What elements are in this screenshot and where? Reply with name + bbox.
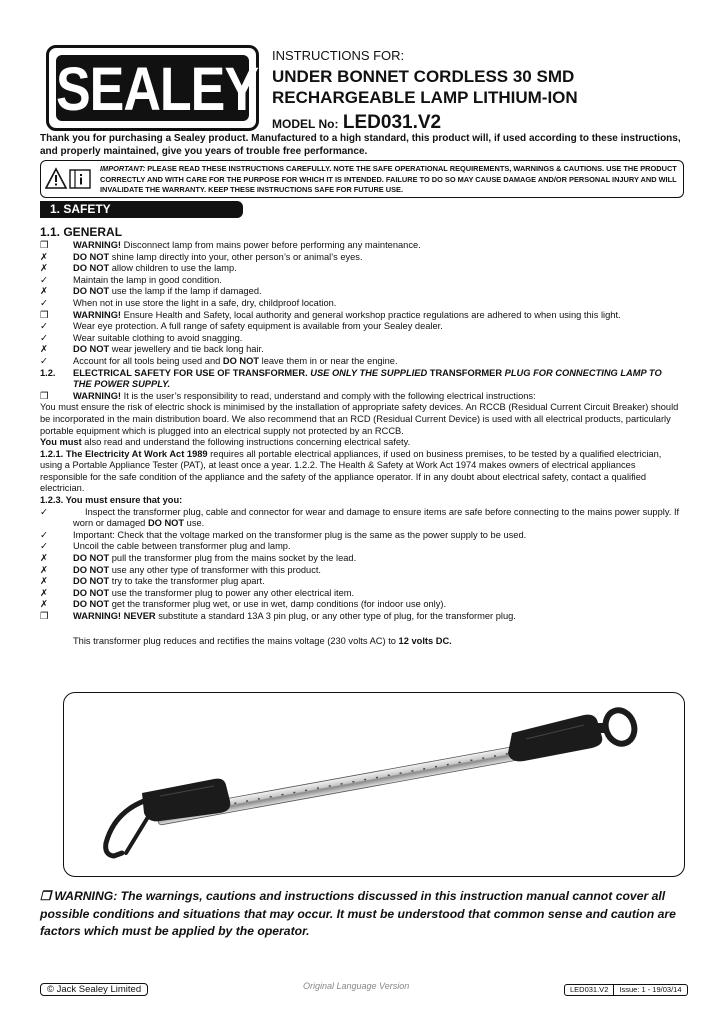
footer-copyright: © Jack Sealey Limited [40, 983, 148, 996]
model-line [272, 112, 692, 134]
general-item-account: ✓ Account for all tools being used and DO NOT leave them in or near the engine. [40, 355, 398, 366]
list-item: ❒ WARNING! Ensure Health and Safety, local authority and general workshop practice regulations are adhered to when using this light. [40, 309, 621, 320]
title-block [272, 48, 692, 134]
cross-icon: ✗ [40, 587, 48, 598]
check-icon: ✓ [40, 541, 48, 552]
check-icon: ✓ [40, 529, 48, 540]
list-item: ✗ DO NOT use the transformer plug to power any other electrical item. [40, 587, 355, 598]
list-item: ✗ DO NOT wear jewellery and tie back long hair. [40, 344, 264, 355]
list-item: ✓ Important: Check that the voltage marked on the transformer plug is the same as the power supply to be used. [40, 529, 527, 540]
cross-icon: ✗ [40, 286, 48, 297]
section-number: 1.2. [40, 367, 56, 378]
safety-content [40, 225, 680, 647]
ensure-heading: 1.2.3. You must ensure that you: [40, 495, 183, 506]
model-number: LED031.V2 [342, 112, 442, 133]
check-icon: ✓ [40, 274, 48, 285]
list-item: ✗ DO NOT use the lamp if the lamp if damaged. [40, 286, 262, 297]
rcd-paragraph: You must ensure the risk of electric shock is minimised by the installation of appropriate safety devices. An RCCB (Residual Current Circuit Breaker) should be incorporated in the main distribution board. We also recommend that an RCD (Residual Current Device) is used with all electrical products, particularly portable equipment which is plugged into an electrical supply not protected by an RCCB. [40, 402, 679, 436]
electrical-heading: 1.2. ELECTRICAL SAFETY FOR USE OF TRANSFORMER. USE ONLY THE SUPPLIED TRANSFORMER PLUG FOR CONNECTING LAMP TO THE POWER SUPPLY. [40, 367, 662, 390]
cross-icon: ✗ [40, 344, 48, 355]
cross-icon: ✗ [40, 576, 48, 587]
general-heading: 1.1. GENERAL [40, 225, 123, 239]
important-notice-text [100, 164, 677, 196]
list-item: ✗ DO NOT use any other type of transformer with this product. [40, 564, 322, 575]
list-item: ✗ DO NOT allow children to use the lamp. [40, 263, 237, 274]
important-body: PLEASE READ THESE INSTRUCTIONS CAREFULLY. NOTE THE SAFE OPERATIONAL REQUIREMENTS, WARNINGS & CAUTIONS. USE THE PRODUCT CORRECTLY AND WITH CARE FOR THE PURPOSE FOR WHICH IT IS INTENDED. FAILURE TO DO SO MAY CAUSE DAMAGE AND/OR PERSONAL INJURY AND WILL INVALIDATE THE WARRANTY. KEEP THESE INSTRUCTIONS SAFE FOR FUTURE USE. [100, 164, 677, 195]
electrical-list [40, 530, 680, 623]
read-manual-icon [70, 170, 90, 188]
list-item: ✗ DO NOT get the transformer plug wet, or use in wet, damp conditions (for indoor use only). [40, 599, 447, 610]
cross-icon: ✗ [40, 263, 48, 274]
lamp-illustration [64, 693, 686, 878]
list-item: ✓ When not in use store the light in a safe, dry, childproof location. [40, 297, 337, 308]
transformer-note: This transformer plug reduces and rectifies the mains voltage (230 volts AC) to 12 volts DC. [73, 635, 452, 646]
final-warning-text: WARNING: The warnings, cautions and instructions discussed in this instruction manual cannot cover all possible conditions and situations that may occur. It must be understood that common sense and caution are factors which must be applied by the operator. [40, 889, 676, 938]
warning-info-icons [45, 167, 95, 191]
hanging-loop-icon [598, 706, 639, 748]
list-item: ✓ Maintain the lamp in good condition. [40, 274, 222, 285]
list-item: ✓ Wear suitable clothing to avoid snagging. [40, 332, 243, 343]
list-item: ✗ DO NOT shine lamp directly into your, other person’s or animal’s eyes. [40, 251, 363, 262]
product-title-line-1: UNDER BONNET CORDLESS 30 SMD [272, 67, 575, 86]
footer-original-language: Original Language Version [303, 981, 410, 991]
box-bullet-icon: ❒ [40, 611, 49, 621]
list-item: ❒ WARNING! NEVER substitute a standard 13A 3 pin plug, or any other type of plug, for the transformer plug. [40, 611, 516, 621]
final-warning [40, 888, 685, 941]
list-item: ✗ DO NOT try to take the transformer plug apart. [40, 576, 265, 587]
list-item: ❒ WARNING! Disconnect lamp from mains power before performing any maintenance. [40, 240, 421, 250]
cross-icon: ✗ [40, 553, 48, 564]
check-icon: ✓ [40, 297, 48, 308]
important-lead: IMPORTANT: [100, 164, 146, 173]
thanks-paragraph: Thank you for purchasing a Sealey product. Manufactured to a high standard, this product will, if used according to these instructions, and properly maintained, give you years of trouble free performance. [40, 133, 681, 157]
instructions-for-label: INSTRUCTIONS FOR: [272, 48, 405, 63]
logo-background [56, 55, 259, 125]
warning-triangle-icon [46, 169, 66, 188]
electrical-warning: ❒ WARNING! It is the user’s responsibility to read, understand and comply with the following electrical instructions: [40, 390, 536, 401]
product-image-frame [63, 692, 685, 877]
logo-text: SEALEY [56, 55, 259, 125]
general-list [40, 240, 680, 356]
check-icon: ✓ [40, 355, 48, 366]
lamp-end-cap-right [508, 715, 602, 762]
section-header-safety: 1. SAFETY [40, 201, 243, 218]
product-title-line-2: RECHARGEABLE LAMP LITHIUM-ION [272, 88, 578, 107]
footer-issue-box [564, 984, 688, 996]
footer-issue: Issue: 1 - 19/03/14 [613, 985, 686, 995]
cross-icon: ✗ [40, 564, 48, 575]
cross-icon: ✗ [40, 251, 48, 262]
electrical-item-inspect: ✓ Inspect the transformer plug, cable and connector for wear and damage to ensure items are safe before connecting to the mains power supply. If worn or damaged DO NOT use. [40, 506, 680, 529]
model-label: MODEL No: [272, 117, 339, 131]
list-item: ✓ Wear eye protection. A full range of safety equipment is available from your Sealey dealer. [40, 321, 443, 332]
check-icon: ✓ [40, 321, 48, 332]
box-bullet-icon: ❒ [40, 889, 51, 903]
check-icon: ✓ [40, 506, 48, 517]
box-bullet-icon: ❒ [40, 309, 49, 320]
must-read-line: You must also read and understand the following instructions concerning electrical safety. [40, 437, 411, 448]
hook-icon [106, 801, 148, 856]
footer-model: LED031.V2 [570, 985, 609, 994]
check-icon: ✓ [40, 332, 48, 343]
list-item: ✗ DO NOT pull the transformer plug from the mains socket by the lead. [40, 553, 357, 564]
electricity-act-paragraph: 1.2.1. The Electricity At Work Act 1989 requires all portable electrical appliances, if used on business premises, to be tested by a qualified electrician, using a Portable Appliance Tester (PAT), at least once a year. 1.2.2. The Health & Safety at Work Act 1974 makes owners of electrical appliances responsible for the safe condition of the appliance and the safety of the appliance operator. If in any doubt about electrical safety, contact a qualified electrician. [40, 448, 662, 494]
box-bullet-icon: ❒ [40, 390, 49, 401]
list-item: ✓ Uncoil the cable between transformer plug and lamp. [40, 541, 291, 552]
box-bullet-icon: ❒ [40, 240, 49, 250]
sealey-logo [46, 45, 259, 131]
cross-icon: ✗ [40, 599, 48, 610]
important-notice-box [40, 160, 684, 198]
